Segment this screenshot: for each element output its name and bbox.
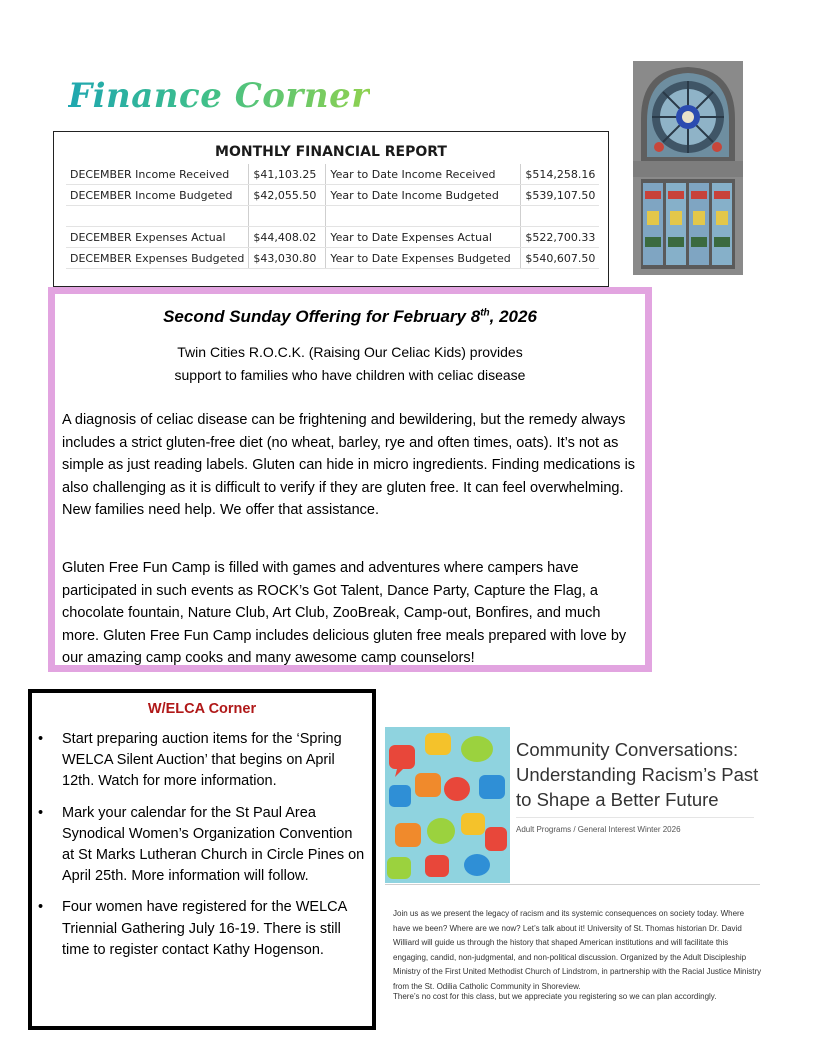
bullet-icon: •: [38, 899, 44, 916]
table-cell: DECEMBER Income Budgeted: [66, 185, 249, 206]
table-cell: $41,103.25: [249, 164, 326, 185]
table-cell: $522,700.33: [521, 227, 599, 248]
bullet-icon: •: [38, 804, 44, 821]
table-cell: $539,107.50: [521, 185, 599, 206]
stained-glass-window-image: [633, 61, 743, 275]
report-table: [66, 164, 599, 269]
community-body: Join us as we present the legacy of racism and its systemic consequences on society today. Where have we been? Where are we now? Let’s talk about it! University of St. Thomas historian Dr. David Williard will guide us through the history that shaped American institutions and will facilitate this engaging, candid, non-judgmental, and non-political discussion. Organized by the Adult Discipleship Ministry of the First United Methodist Church of Lindstrom, in partnership with the Racial Justice Ministry from the St. Odilia Catholic Community in Shoreview.: [393, 909, 762, 991]
speech-bubbles-image: [385, 727, 510, 883]
community-note: There’s no cost for this class, but we appreciate you registering so we can plan accordingly.: [393, 992, 717, 1001]
community-meta: Adult Programs / General Interest Winter 2026: [516, 825, 681, 834]
offering-subtitle: Twin Cities R.O.C.K. (Raising Our Celiac Kids) provides support to families who have children with celiac disease: [174, 344, 526, 383]
list-item: • Mark your calendar for the St Paul Area Synodical Women’s Organization Convention at St Marks Lutheran Church in Circle Pines on April 25th. More information will follow.: [38, 804, 365, 885]
offering-paragraph: Gluten Free Fun Camp is filled with games and adventures where campers have participated in such events as ROCK’s Got Talent, Dance Party, Capture the Flag, a chocolate fountain, Nature Club, Art Club, ZooBreak, Camp-out, Bonfires, and much more. Gluten Free Fun Camp includes delicious gluten free meals prepared with love by our amazing camp cooks and many awesome camp counselors!: [62, 560, 627, 667]
table-cell: Year to Date Expenses Actual: [326, 227, 521, 248]
offering-box: [48, 287, 652, 672]
list-item: • Start preparing auction items for the ‘Spring WELCA Silent Auction’ that begins on April 12th. Watch for more information.: [38, 731, 342, 790]
table-cell: DECEMBER Expenses Actual: [66, 227, 249, 248]
divider: [516, 817, 754, 818]
table-row: [66, 164, 599, 185]
page-title: Finance Corner: [68, 76, 370, 116]
community-title: Community Conversations: Understanding Racism’s Past to Shape a Better Future: [516, 739, 759, 810]
offering-paragraph: A diagnosis of celiac disease can be frightening and bewildering, but the remedy always includes a strict gluten-free diet (no wheat, barley, rye and often times, oats). It’s not as simple as just reading labels. Gluten can hide in micro ingredients. Finding medications is also challenging as it is difficult to verify if they are gluten free. It can feel overwhelming. New families need help. We offer that assistance.: [62, 412, 636, 519]
offering-heading: Second Sunday Offering for February 8th, 2026: [163, 307, 537, 326]
list-item: • Four women have registered for the WELCA Triennial Gathering July 16-19. There is still time to register contact Kathy Hogenson.: [38, 899, 347, 958]
table-row-spacer: [66, 206, 599, 227]
table-cell: Year to Date Expenses Budgeted: [326, 248, 521, 269]
welca-list: [32, 729, 368, 971]
table-cell: $540,607.50: [521, 248, 599, 269]
welca-corner-box: [28, 689, 376, 1030]
financial-report: [53, 131, 609, 287]
welca-title: W/ELCA Corner: [147, 701, 257, 717]
table-row: [66, 248, 599, 269]
table-row: [66, 227, 599, 248]
bullet-icon: •: [38, 731, 44, 747]
table-cell: Year to Date Income Budgeted: [326, 185, 521, 206]
community-conversations-clip: [385, 727, 765, 1027]
report-title: MONTHLY FINANCIAL REPORT: [215, 144, 447, 160]
divider: [385, 884, 760, 885]
table-cell: $44,408.02: [249, 227, 326, 248]
table-cell: DECEMBER Expenses Budgeted: [66, 248, 249, 269]
table-cell: $514,258.16: [521, 164, 599, 185]
table-row: [66, 185, 599, 206]
table-cell: Year to Date Income Received: [326, 164, 521, 185]
table-cell: DECEMBER Income Received: [66, 164, 249, 185]
table-cell: $43,030.80: [249, 248, 326, 269]
table-cell: $42,055.50: [249, 185, 326, 206]
